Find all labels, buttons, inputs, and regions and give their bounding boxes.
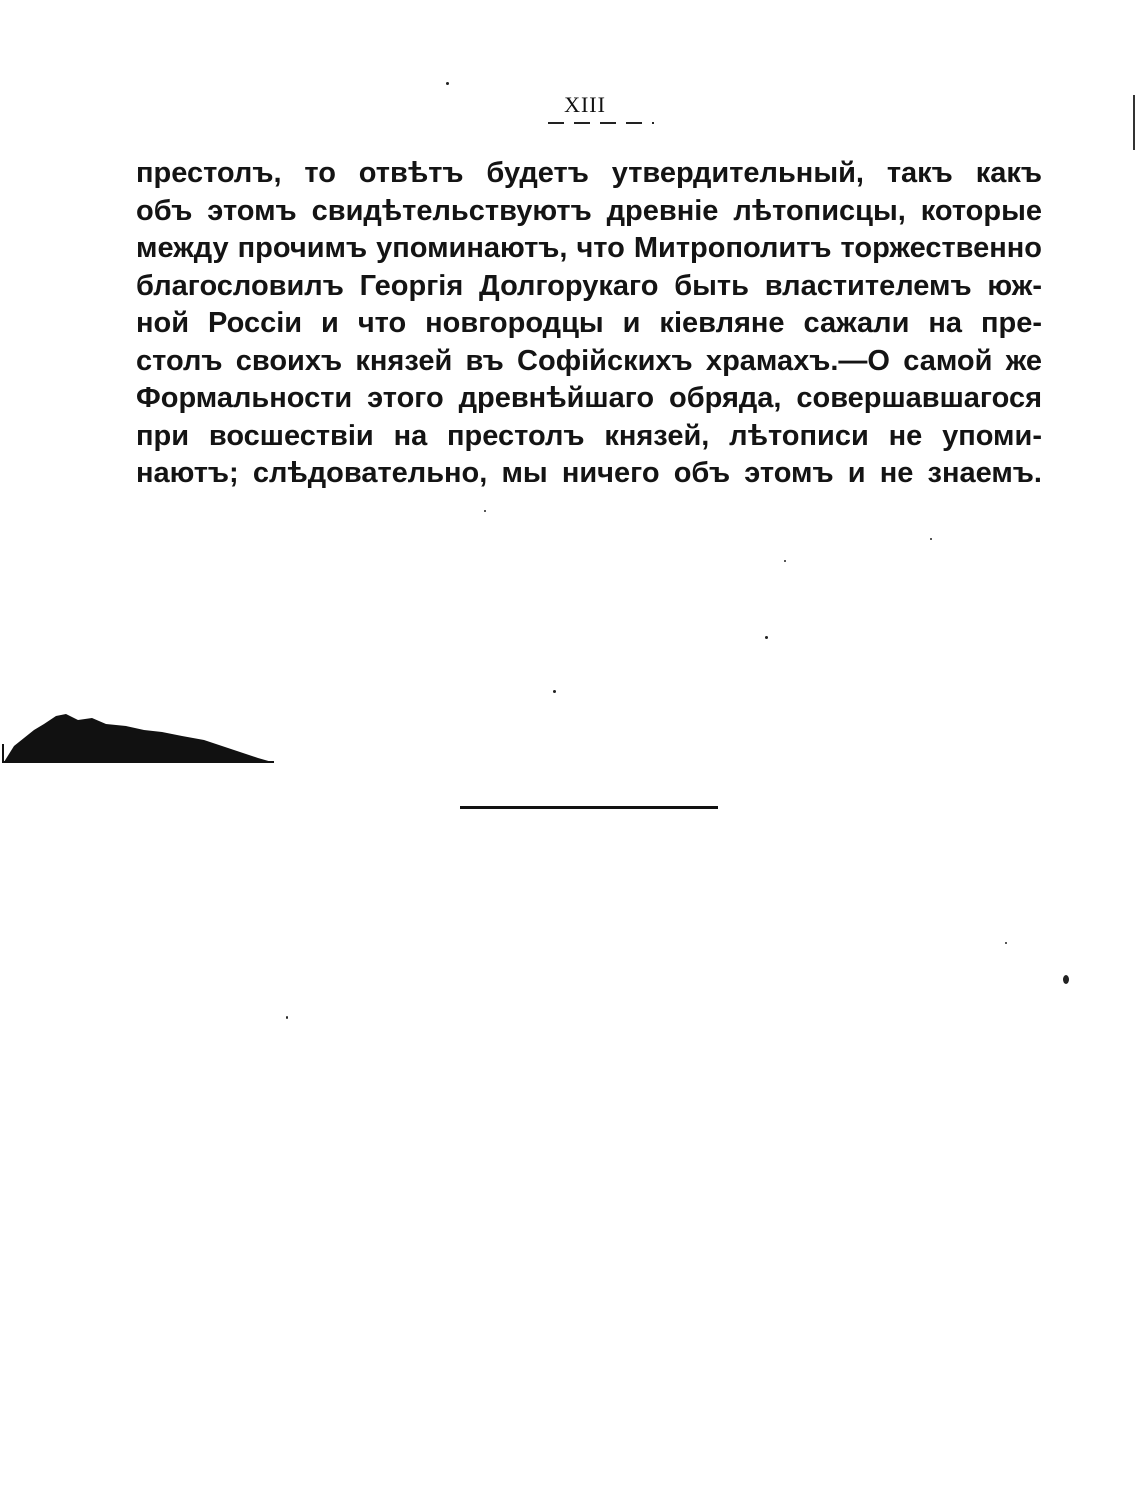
scan-edge-mark bbox=[1133, 95, 1135, 150]
scan-speck bbox=[765, 636, 768, 639]
page-number: XIII bbox=[564, 92, 606, 117]
text-line-8: при восшествіи на престолъ князей, лѣтописи не упоми- bbox=[136, 419, 1042, 452]
scan-speck bbox=[286, 1016, 288, 1019]
text-line-6: столъ своихъ князей въ Софійскихъ храмахъ.—О самой же bbox=[136, 344, 1042, 377]
scan-speck bbox=[930, 538, 932, 540]
scan-speck bbox=[784, 560, 786, 562]
text-line-2: объ этомъ свидѣтельствуютъ древніе лѣтописцы, которые bbox=[136, 194, 1042, 227]
text-line-1: престолъ, то отвѣтъ будетъ утвердительный, такъ какъ bbox=[136, 157, 1042, 189]
end-rule bbox=[460, 806, 718, 809]
text-line-5: ной Россіи и что новгородцы и кіевляне сажали на пре- bbox=[136, 307, 1042, 339]
scan-speck bbox=[484, 510, 486, 512]
text-line-7: Формальности этого древнѣйшаго обряда, совершавшагося bbox=[136, 382, 1042, 414]
text-line-3: между прочимъ упоминаютъ, что Митрополитъ торжественно bbox=[136, 232, 1042, 264]
text-line-9: наютъ; слѣдовательно, мы ничего объ этомъ и не знаемъ. bbox=[136, 457, 1042, 489]
scan-shadow bbox=[0, 700, 280, 770]
scan-speck bbox=[446, 82, 449, 85]
page-number-rule bbox=[548, 122, 654, 124]
text-line-4: благословилъ Георгія Долгорукаго быть властителемъ юж- bbox=[136, 269, 1042, 302]
scan-speck bbox=[1063, 975, 1069, 984]
scan-speck bbox=[553, 690, 556, 693]
scan-speck bbox=[1005, 942, 1007, 944]
body-text bbox=[136, 155, 1042, 493]
